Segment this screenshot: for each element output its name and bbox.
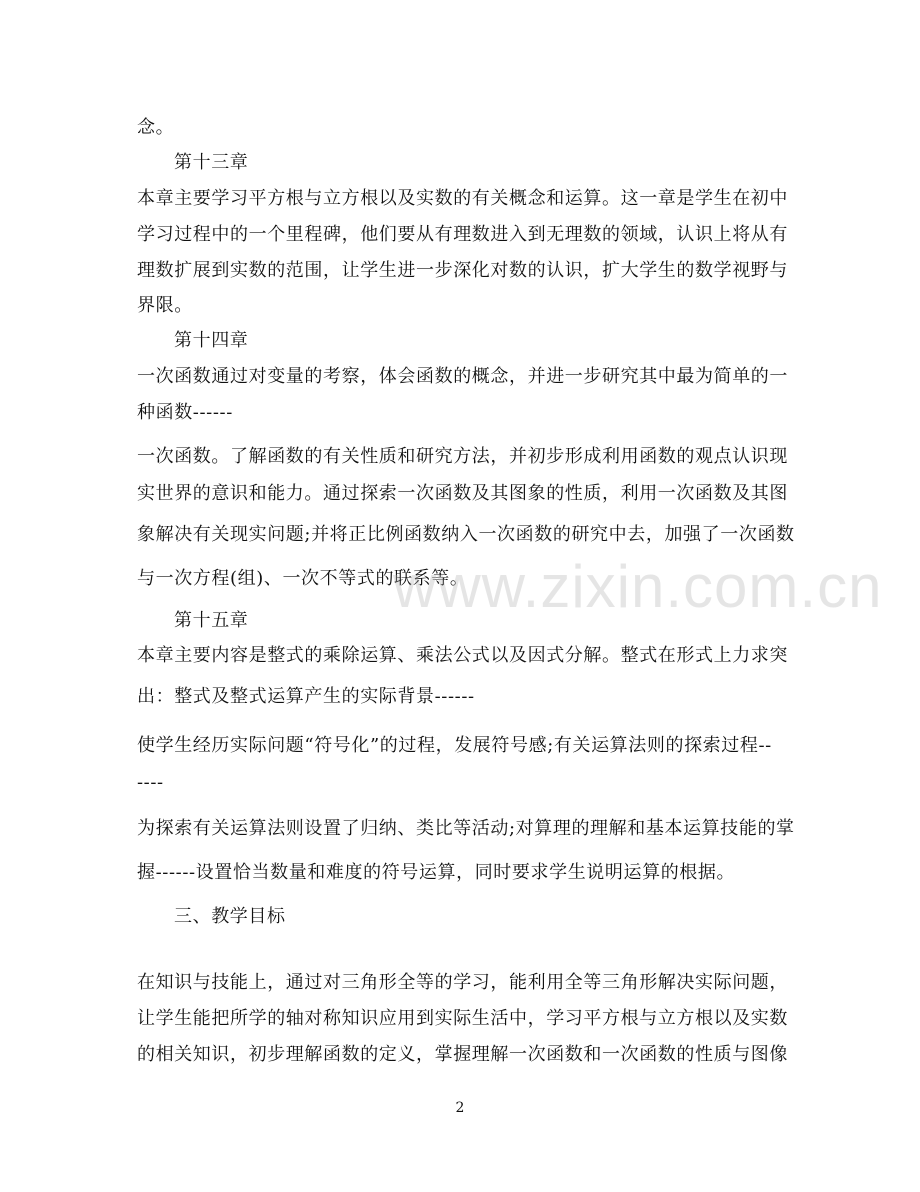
text-line: 出：整式及整式运算产生的实际背景------ [137,686,475,707]
text-line: 使学生经历实际问题“符号化”的过程，发展符号感;有关运算法则的探索过程-- [137,735,772,756]
text-line: 界限。 [137,295,193,316]
text-line: 一次函数通过对变量的考察，体会函数的概念，并进一步研究其中最为简单的一 [137,366,788,387]
text-line: 握------设置恰当数量和难度的符号运算，同时要求学生说明运算的根据。 [137,862,736,883]
text-line: 一次函数。了解函数的有关性质和研究方法，并初步形成利用函数的观点认识现 [137,446,788,467]
text-line: 的相关知识，初步理解函数的定义，掌握理解一次函数和一次函数的性质与图像 [137,1044,788,1065]
chapter-heading: 第十四章 [174,330,249,351]
text-line: 念。 [137,117,175,138]
watermark: www.zixin.com.cn [393,553,883,620]
text-line: 与一次方程(组)、一次不等式的联系等。 [137,568,469,589]
text-line: 种函数------ [137,402,233,423]
text-line: 为探索有关运算法则设置了归纳、类比等活动;对算理的理解和基本运算技能的掌 [137,818,795,839]
text-line: 本章主要学习平方根与立方根以及实数的有关概念和运算。这一章是学生在初中 [137,188,788,209]
text-line: ---- [137,772,164,793]
text-line: 让学生能把所学的轴对称知识应用到实际生活中，学习平方根与立方根以及实数 [137,1008,788,1029]
chapter-heading: 第十三章 [174,152,249,173]
text-line: 象解决有关现实问题;并将正比例函数纳入一次函数的研究中去，加强了一次函数 [137,524,795,545]
text-line: 本章主要内容是整式的乘除运算、乘法公式以及因式分解。整式在形式上力求突 [137,645,788,666]
page-number: 2 [455,1100,465,1116]
text-line: 实世界的意识和能力。通过探索一次函数及其图象的性质，利用一次函数及其图 [137,483,788,504]
chapter-heading: 第十五章 [174,610,249,631]
section-heading: 三、教学目标 [174,906,286,927]
text-line: 在知识与技能上，通过对三角形全等的学习，能利用全等三角形解决实际问题， [137,972,788,993]
text-line: 理数扩展到实数的范围，让学生进一步深化对数的认识，扩大学生的数学视野与 [137,260,788,281]
text-line: 学习过程中的一个里程碑，他们要从有理数进入到无理数的领域，认识上将从有 [137,224,788,245]
